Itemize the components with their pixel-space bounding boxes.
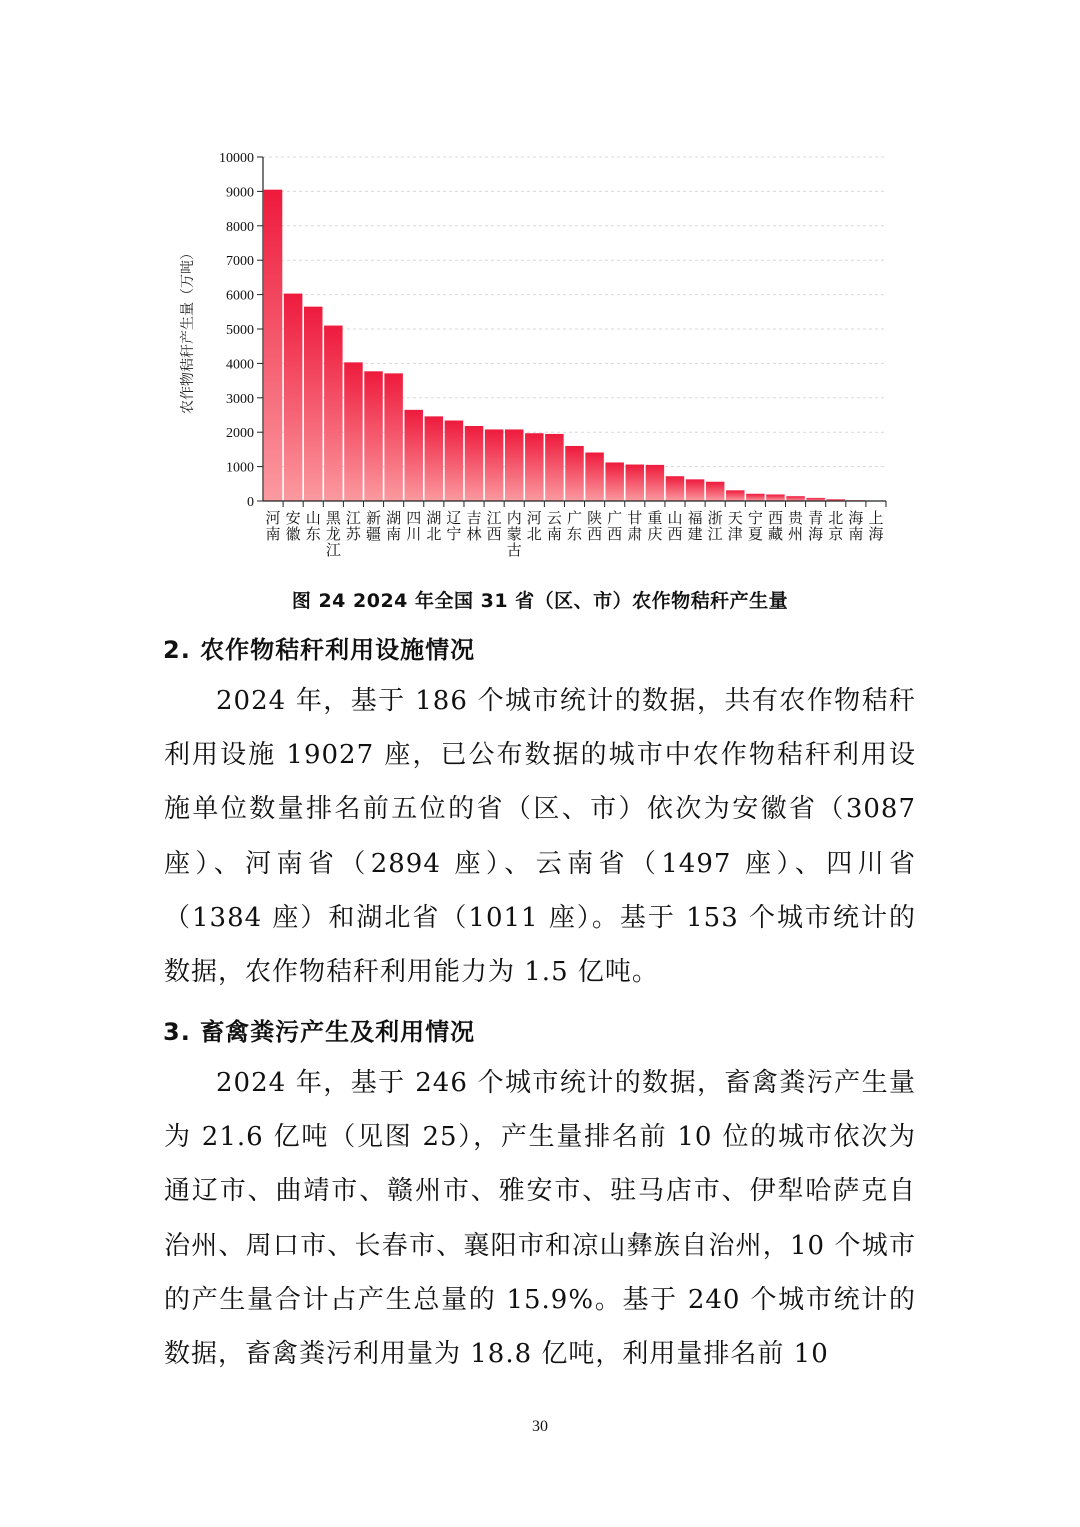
x-tick-label: 山西 [667,509,683,543]
x-tick-label: 西藏 [767,509,783,543]
bar-7 [384,373,402,501]
chart-y-axis-label: 农作物秸秆产生量（万吨） [180,246,196,414]
page-number: 30 [532,1418,548,1435]
section-paragraph-livestock-manure: 2024 年，基于 246 个城市统计的数据，畜禽粪污产生量为 21.6 亿吨（见图 25），产生量排名前 10 位的城市依次为通辽市、曲靖市、赣州市、雅安市、驻马店市、伊犁哈萨克自治州、周口市、长春市、襄阳市和凉山彝族自治州，10 个城市的产生量合计占产生总量的 15.9%。基于 240 个城市统计的数据，畜禽粪污利用量为 18.8 亿吨，利用量排名前 10 [164,1068,916,1370]
bar-14 [525,433,543,501]
bar-4 [324,326,342,501]
chart-bars [264,190,885,501]
x-tick-label: 天津 [727,509,743,543]
y-tick-label: 0 [247,495,254,510]
y-tick-label: 6000 [226,288,254,304]
y-tick-label: 8000 [226,219,254,235]
x-tick-label: 四川 [406,509,422,543]
x-tick-label: 江苏 [345,509,361,543]
x-tick-label: 浙江 [707,509,723,543]
x-tick-label: 江西 [486,509,502,543]
x-tick-label: 贵州 [788,509,804,543]
x-tick-label: 陕西 [587,509,603,543]
x-tick-label: 北京 [828,509,844,543]
y-tick-label: 7000 [226,254,254,270]
x-tick-label: 黑龙江 [325,509,341,559]
bar-19 [626,465,644,501]
x-tick-label: 宁夏 [747,509,763,543]
x-tick-label: 辽宁 [446,509,462,543]
x-tick-label: 河北 [526,509,542,543]
figure-caption: 图 24 2024 年全国 31 省（区、市）农作物秸秆产生量 [291,590,789,612]
y-tick-label: 10000 [219,151,254,166]
bar-21 [666,476,684,501]
y-tick-label: 5000 [226,323,254,338]
section-heading-livestock-manure: 3. 畜禽粪污产生及利用情况 [163,1018,476,1046]
y-tick-label: 3000 [226,391,254,407]
bar-24 [726,490,744,501]
bar-27 [786,496,804,501]
x-tick-label: 河南 [265,509,281,543]
bar-15 [545,434,563,501]
x-tick-label: 上海 [868,509,884,543]
bar-10 [445,421,463,501]
x-tick-label: 青海 [808,509,824,543]
x-tick-label: 湖北 [426,509,442,543]
x-tick-label: 山东 [305,509,321,543]
bar-17 [585,452,603,501]
x-tick-label: 新疆 [366,509,382,543]
bar-1 [264,190,282,501]
x-tick-label: 内蒙古 [506,509,522,559]
bar-25 [746,494,764,501]
straw-production-bar-chart [0,0,1080,580]
bar-5 [344,362,362,501]
bar-8 [404,410,422,501]
section-heading-straw-facilities: 2. 农作物秸秆利用设施情况 [163,636,476,664]
bar-12 [485,429,503,501]
y-tick-label: 9000 [226,185,254,201]
x-tick-label: 重庆 [647,509,663,543]
bar-2 [284,294,302,501]
x-tick-label: 海南 [848,509,864,543]
bar-6 [364,371,382,501]
bar-23 [706,482,724,501]
y-tick-label: 4000 [226,357,254,373]
bar-16 [565,446,583,501]
bar-18 [605,462,623,501]
bar-22 [686,479,704,501]
x-tick-label: 云南 [546,509,562,543]
y-tick-label: 2000 [226,426,254,442]
x-tick-label: 甘肃 [627,509,643,543]
x-tick-label: 广东 [566,509,583,543]
x-tick-label: 安徽 [285,509,301,543]
x-tick-label: 吉林 [466,509,482,543]
bar-20 [646,465,664,501]
section-paragraph-straw-facilities: 2024 年，基于 186 个城市统计的数据，共有农作物秸秆利用设施 19027 座，已公布数据的城市中农作物秸秆利用设施单位数量排名前五位的省（区、市）依次为安徽省（3087 座）、河南省（2894 座）、云南省（1497 座）、四川省（1384 座）和湖北省（1011 座）。基于 153 个城市统计的数据，农作物秸秆利用能力为 1.5 亿吨。 [164,686,916,988]
y-tick-label: 1000 [226,460,254,476]
bar-3 [304,307,322,501]
bar-9 [425,416,443,501]
x-tick-label: 湖南 [386,509,402,543]
bar-13 [505,429,523,501]
bar-26 [766,494,784,501]
bar-11 [465,426,483,501]
x-tick-label: 福建 [687,509,703,543]
x-tick-label: 广西 [607,509,623,543]
